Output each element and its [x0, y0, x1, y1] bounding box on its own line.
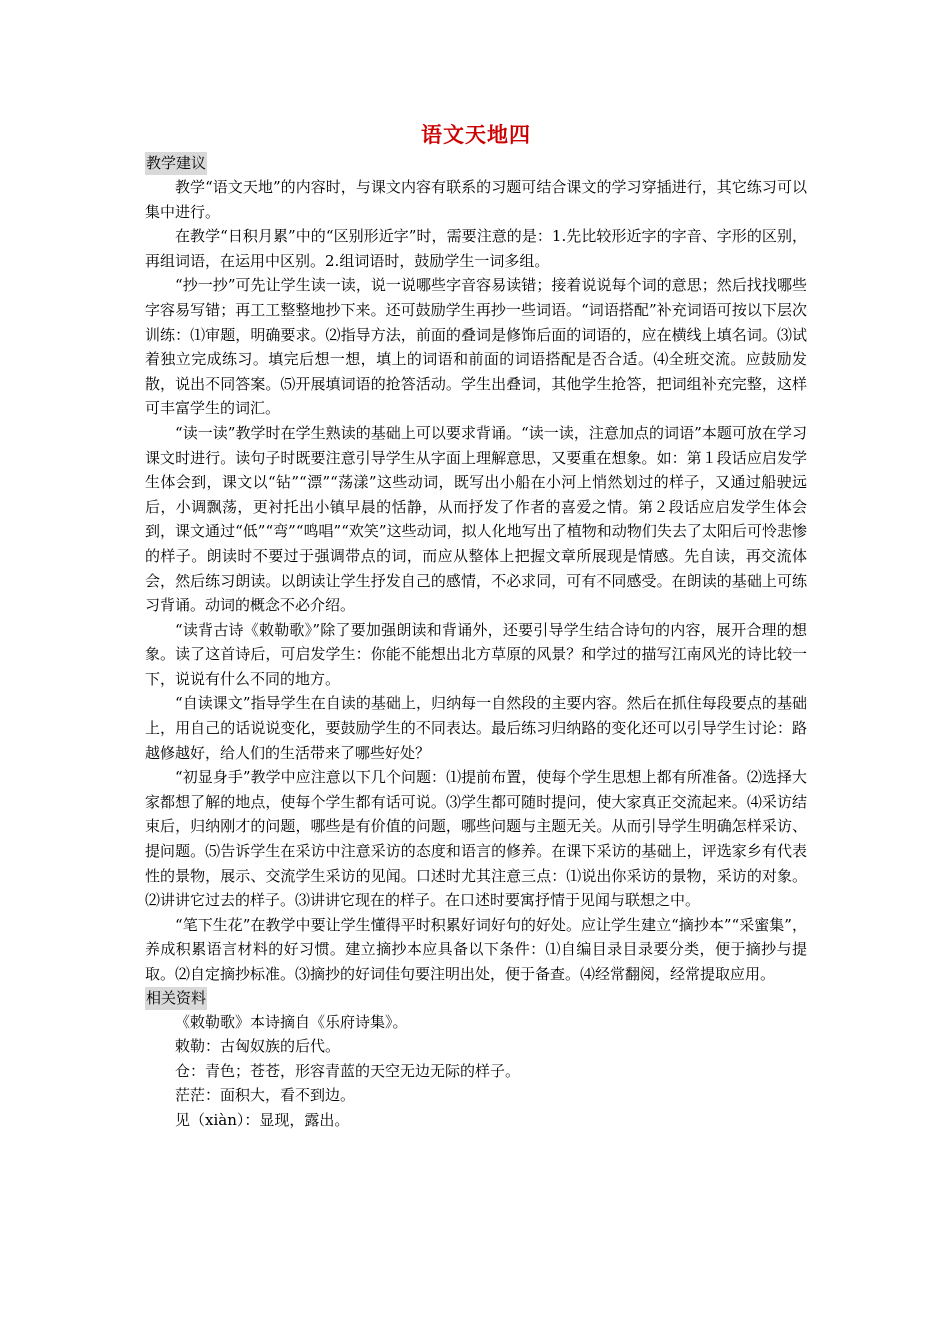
reference-line: 仓：青色；苍苍，形容青蓝的天空无边无际的样子。 — [175, 1061, 521, 1080]
reference-line: 见（xiàn）：显现，露出。 — [175, 1110, 350, 1129]
section-heading-teaching-suggestions: 教学建议 — [145, 152, 207, 175]
document-page — [145, 118, 807, 1133]
section-teaching-suggestions — [145, 152, 807, 987]
reference-line: 《敕勒歌》本诗摘自《乐府诗集》。 — [175, 1012, 408, 1031]
paragraph: “自读课文”指导学生在自读的基础上，归纳每一自然段的主要内容。然后在抓住每段要点的基础上，用自己的话说说变化，要鼓励学生的不同表达。最后练习归纳路的变化还可以引导学生讨论：路越修越好，给人们的生活带来了哪些好处？ — [145, 694, 807, 762]
section-heading-related-materials: 相关资料 — [145, 987, 207, 1010]
reference-line: 敕勒：古匈奴族的后代。 — [175, 1037, 341, 1056]
document-title: 语文天地四 — [421, 122, 531, 147]
paragraph: 在教学“日积月累”中的“区别形近字”时，需要注意的是：1.先比较形近字的字音、字形的区别，再组词语，在运用中区别。2.组词语时，鼓励学生一词多组。 — [145, 227, 807, 270]
paragraph: 教学“语文天地”的内容时，与课文内容有联系的习题可结合课文的学习穿插进行，其它练习可以集中进行。 — [145, 178, 807, 221]
paragraph: “笔下生花”在教学中要让学生懂得平时积累好词好句的好处。应让学生建立“摘抄本”“采蜜集”，养成积累语言材料的好习惯。建立摘抄本应具备以下条件：⑴自编目录目录要分类，便于摘抄与提取。⑵自定摘抄标准。⑶摘抄的好词佳句要注明出处，便于备查。⑷经常翻阅，经常提取应用。 — [145, 915, 807, 983]
paragraph: “读背古诗《敕勒歌》”除了要加强朗读和背诵外，还要引导学生结合诗句的内容，展开合理的想象。读了这首诗后，可启发学生：你能不能想出北方草原的风景？和学过的描写江南风光的诗比较一下，说说有什么不同的地方。 — [145, 620, 807, 688]
paragraph: “初显身手”教学中应注意以下几个问题：⑴提前布置，使每个学生思想上都有所准备。⑵选择大家都想了解的地点，使每个学生都有话可说。⑶学生都可随时提问，使大家真正交流起来。⑷采访结束后，归纳刚才的问题，哪些是有价值的问题，哪些问题与主题无关。从而引导学生明确怎样采访、提问题。⑸告诉学生在采访中注意采访的态度和语言的修养。在课下采访的基础上，评选家乡有代表性的景物，展示、交流学生采访的见闻。口述时尤其注意三点：⑴说出你采访的景物，采访的对象。⑵讲讲它过去的样子。⑶讲讲它现在的样子。在口述时要寓抒情于见闻与联想之中。 — [145, 768, 807, 910]
paragraph: “抄一抄”可先让学生读一读，说一说哪些字音容易读错；接着说说每个词的意思；然后找找哪些字容易写错；再工工整整地抄下来。还可鼓励学生再抄一些词语。“词语搭配”补充词语可按以下层次训练：⑴审题，明确要求。⑵指导方法，前面的叠词是修饰后面的词语的，应在横线上填名词。⑶试着独立完成练习。填完后想一想，填上的词语和前面的词语搭配是否合适。⑷全班交流。应鼓励发散，说出不同答案。⑸开展填词语的抢答活动。学生出叠词，其他学生抢答，把词组补充完整，这样可丰富学生的词汇。 — [145, 276, 807, 418]
paragraph: “读一读”教学时在学生熟读的基础上可以要求背诵。“读一读，注意加点的词语”本题可放在学习课文时进行。读句子时既要注意引导学生从字面上理解意思，又要重在想象。如：第１段话应启发学生体会到，课文以“钻”“漂”“荡漾”这些动词，既写出小船在小河上悄然划过的样子，又通过船驶远后，小调飘荡，更衬托出小镇早晨的恬静，从而抒发了作者的喜爱之情。第２段话应启发学生体会到，课文通过“低”“弯”“鸣唱”“欢笑”这些动词，拟人化地写出了植物和动物们失去了太阳后可怜悲惨的样子。朗读时不要过于强调带点的词，而应从整体上把握文章所展现是情感。先自读，再交流体会，然后练习朗读。以朗读让学生抒发自己的感情，不必求同，可有不同感受。在朗读的基础上可练习背诵。动词的概念不必介绍。 — [145, 423, 807, 615]
reference-line: 茫茫：面积大，看不到边。 — [175, 1086, 356, 1105]
section-related-materials — [145, 987, 807, 1133]
